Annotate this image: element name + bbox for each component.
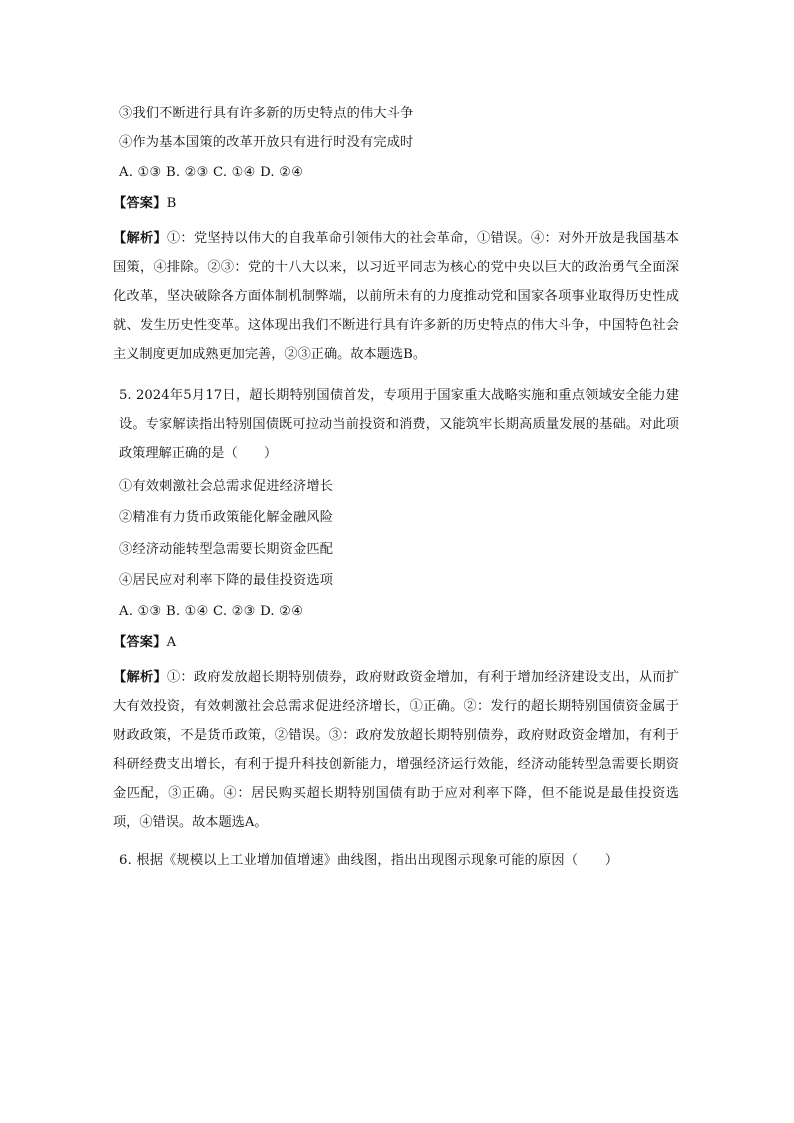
q4-option-3: ③我们不断进行具有许多新的历史特点的伟大斗争	[119, 106, 414, 121]
q4-option-4: ④作为基本国策的改革开放只有进行时没有完成时	[119, 135, 414, 150]
q5-stem: 5. 2024年5月17日，超长期特别国债首发，专项用于国家重大战略实施和重点领域安全能力建设。专家解读指出特别国债既可拉动当前投资和消费，又能筑牢长期高质量发展的基础。对此项政策理解正确的是（ ）	[119, 388, 679, 461]
q4-choices: A. ①③ B. ②③ C. ①④ D. ②④	[119, 165, 304, 180]
analysis-label: 【解析】	[113, 231, 167, 246]
answer-label: 【答案】	[113, 196, 167, 211]
analysis-label: 【解析】	[113, 670, 167, 685]
q5-analysis	[113, 663, 679, 837]
analysis-text: ①：政府发放超长期特别债券，政府财政资金增加，有利于增加经济建设支出，从而扩大有效投资，有效刺激社会总需求促进经济增长，①正确。②：发行的超长期特别国债资金属于财政政策，不是货币政策，②错误。③：政府发放超长期特别债券，政府财政资金增加，有利于科研经费支出增长，有利于提升科技创新能力，增强经济运行效能，经济动能转型急需要长期资金匹配，③正确。④：居民购买超长期特别国债有助于应对利率下降，但不能说是最佳投资选项，④错误。故本题选A。	[113, 670, 680, 830]
answer-label: 【答案】	[113, 635, 167, 650]
q4-analysis	[113, 224, 679, 369]
q5-option-1: ①有效刺激社会总需求促进经济增长	[119, 479, 334, 494]
q5-answer	[113, 632, 673, 654]
q5-option-3: ③经济动能转型急需要长期资金匹配	[119, 542, 334, 557]
analysis-text: ①：党坚持以伟大的自我革命引领伟大的社会革命，①错误。④：对外开放是我国基本国策，④排除。②③：党的十八大以来，以习近平同志为核心的党中央以巨大的政治勇气全面深化改革，坚决破除各方面体制机制弊端，以前所未有的力度推动党和国家各项事业取得历史性成就、发生历史性变革。这体现出我们不断进行具有许多新的历史特点的伟大斗争，中国特色社会主义制度更加成熟更加完善，②③正确。故本题选B。	[113, 231, 680, 362]
q4-answer	[113, 193, 673, 215]
q5-option-4: ④居民应对利率下降的最佳投资选项	[119, 573, 334, 588]
q5-choices: A. ①③ B. ①④ C. ②③ D. ②④	[119, 604, 304, 619]
answer-value: A	[166, 635, 177, 650]
answer-value: B	[166, 196, 177, 211]
q5-option-2: ②精准有力货币政策能化解金融风险	[119, 510, 334, 525]
q6-stem: 6. 根据《规模以上工业增加值增速》曲线图，指出出现图示现象可能的原因（ ）	[119, 853, 619, 868]
